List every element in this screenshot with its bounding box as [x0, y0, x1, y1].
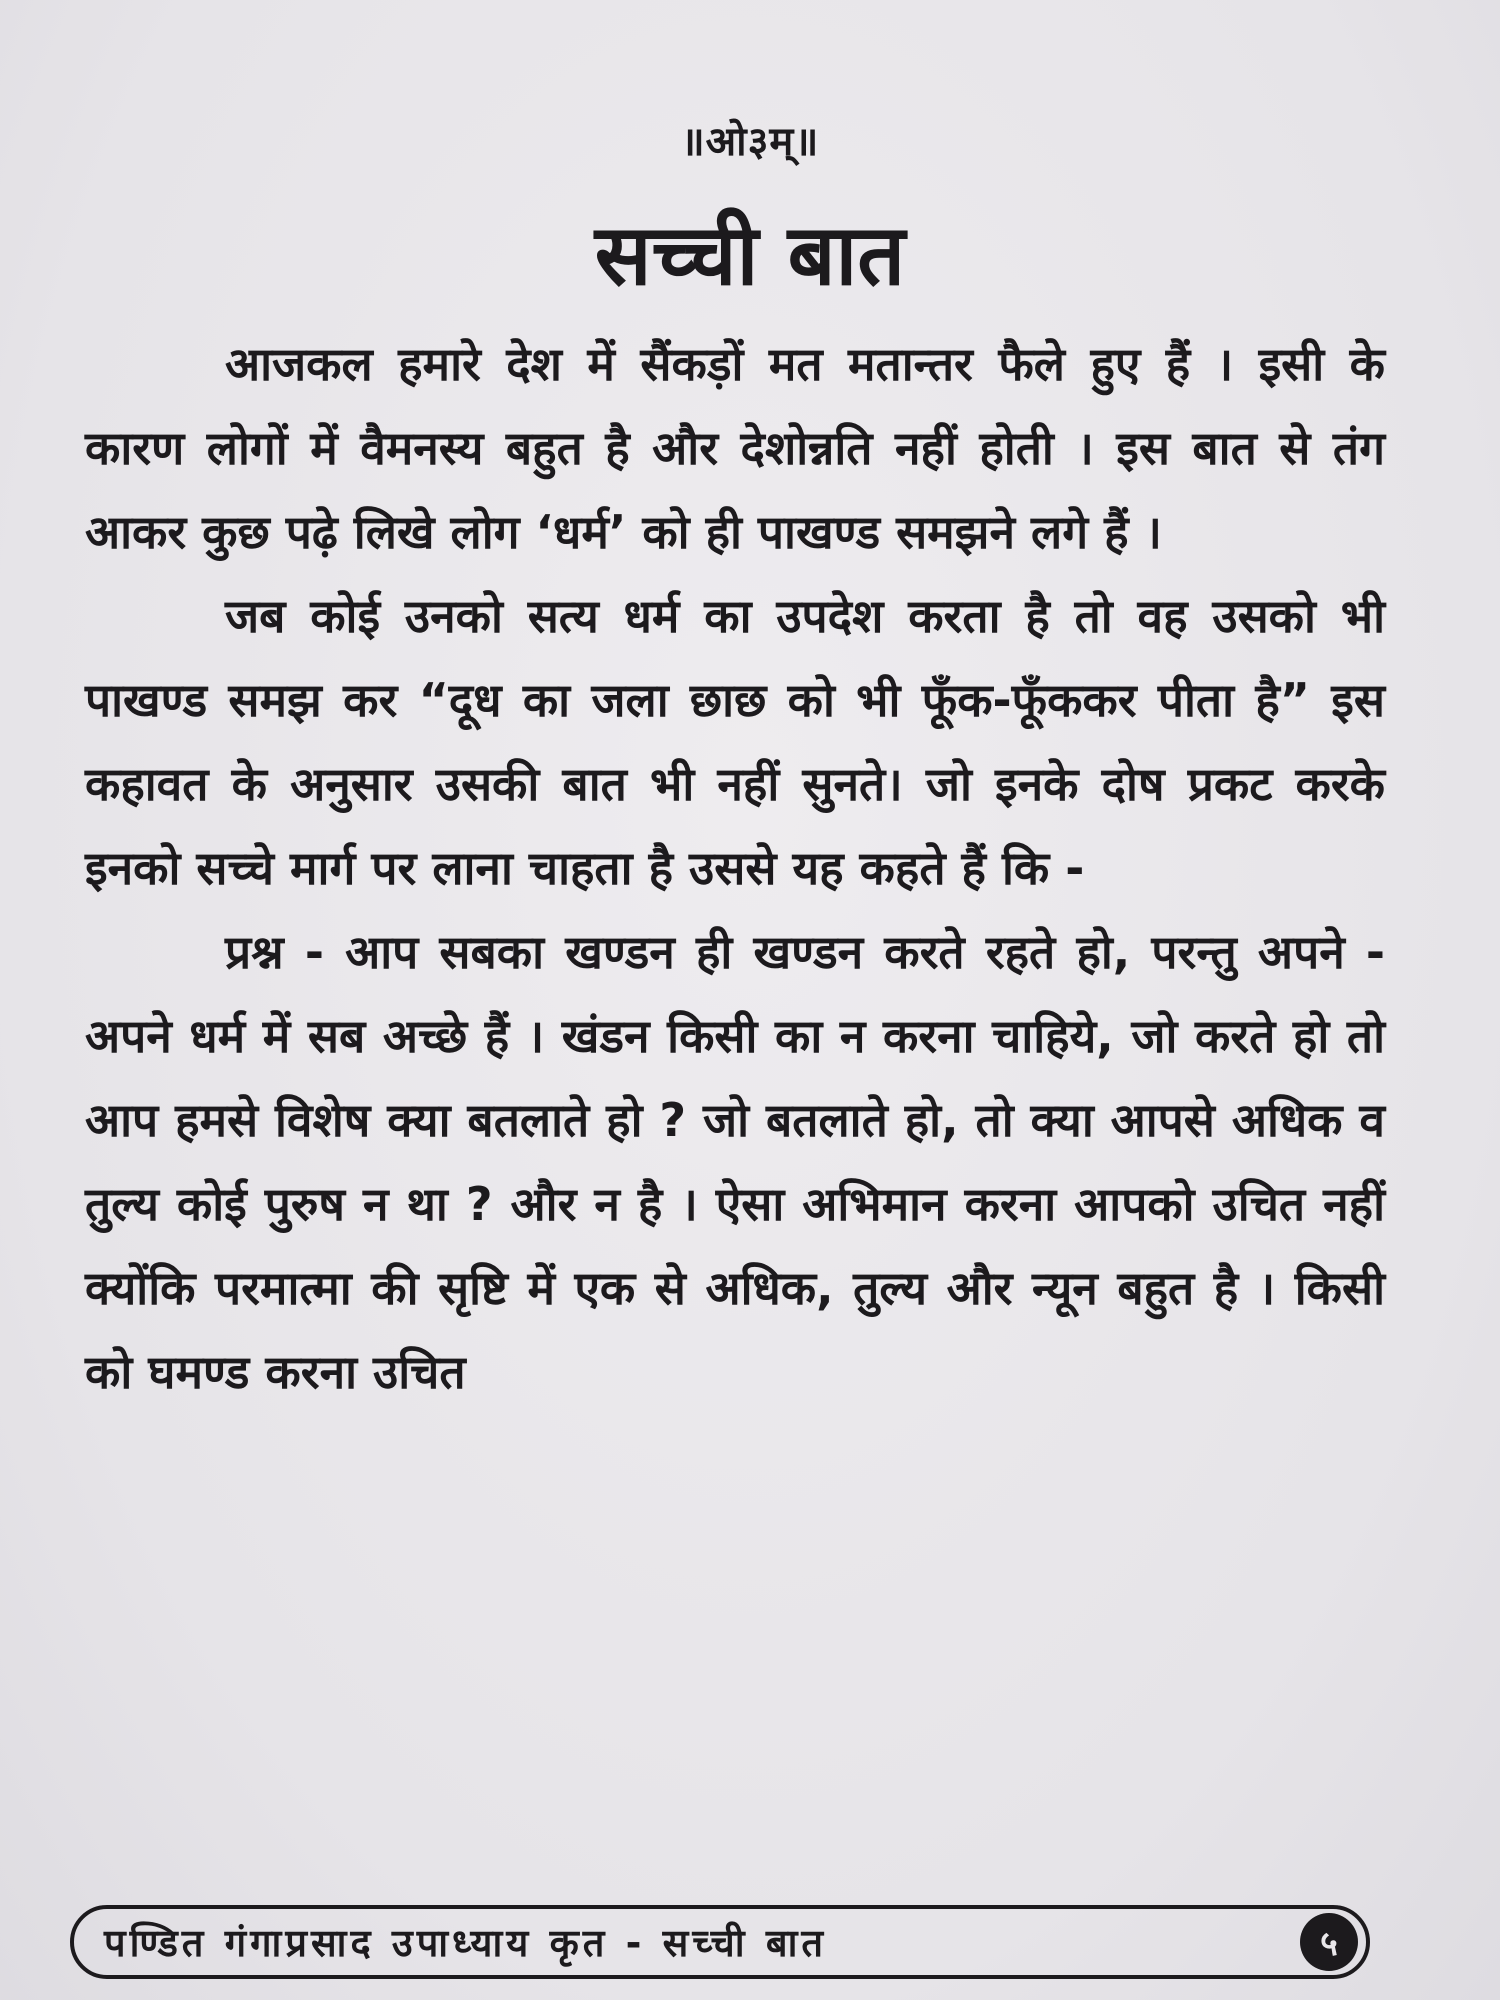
body-text [85, 322, 1385, 1414]
footer-banner [70, 1905, 1370, 1979]
page-number: ५ [1300, 1913, 1358, 1971]
page-title: सच्ची बात [594, 206, 906, 304]
footer-text: पण्डित गंगाप्रसाद उपाध्याय कृत - सच्ची बात [104, 1921, 828, 1965]
paragraph-2: जब कोई उनको सत्य धर्म का उपदेश करता है तो वह उसको भी पाखण्ड समझ कर “दूध का जला छाछ को भी फूँक-फूँककर पीता है” इस कहावत के अनुसार उसकी बात भी नहीं सुनते। जो इनके दोष प्रकट करके इनको सच्चे मार्ग पर लाना चाहता है उससे यह कहते हैं कि - [85, 589, 1385, 895]
om-heading: ॥ओ३म्॥ [680, 119, 820, 165]
paragraph-3: प्रश्न - आप सबका खण्डन ही खण्डन करते रहते हो, परन्तु अपने - अपने धर्म में सब अच्छे हैं । खंडन किसी का न करना चाहिये, जो करते हो तो आप हमसे विशेष क्या बतलाते हो ? जो बतलाते हो, तो क्या आपसे अधिक व तुल्य कोई पुरुष न था ? और न है । ऐसा अभिमान करना आपको उचित नहीं क्योंकि परमात्मा की सृष्टि में एक से अधिक, तुल्य और न्यून बहुत है । किसी को घमण्ड करना उचित [85, 925, 1385, 1399]
paragraph-1: आजकल हमारे देश में सैंकड़ों मत मतान्तर फैले हुए हैं । इसी के कारण लोगों में वैमनस्य बहुत है और देशोन्नति नहीं होती । इस बात से तंग आकर कुछ पढ़े लिखे लोग ‘धर्म’ को ही पाखण्ड समझने लगे हैं । [85, 337, 1385, 559]
